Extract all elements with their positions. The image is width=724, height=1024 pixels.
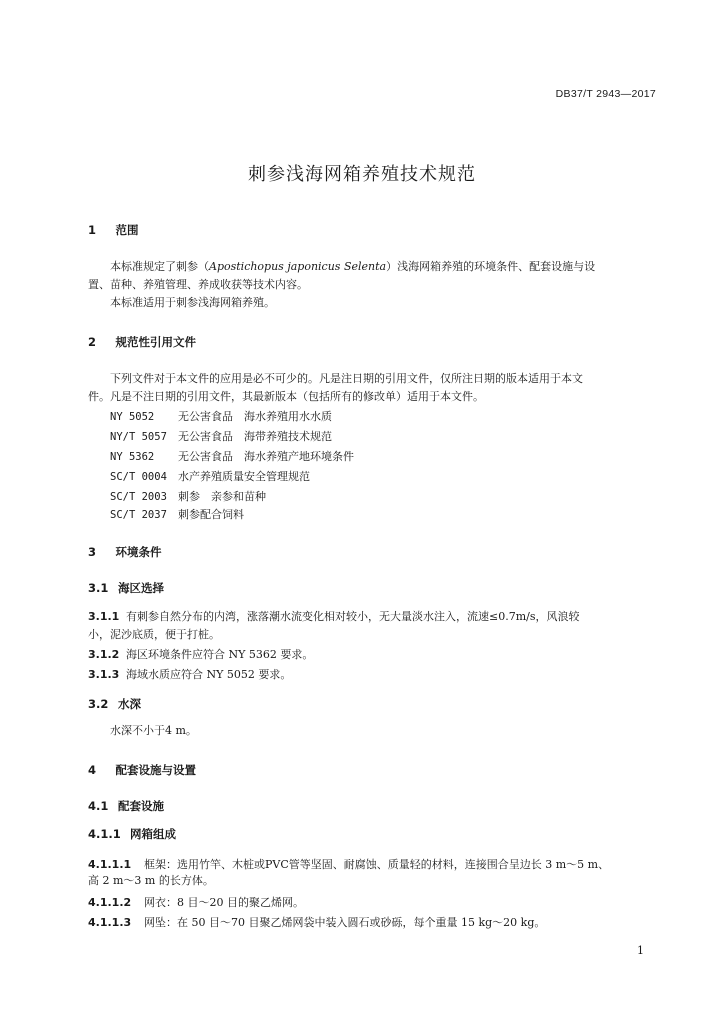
scope-applicability: 本标准适用于刺参浅海网箱养殖。	[110, 296, 275, 309]
section-3-heading	[88, 544, 162, 560]
scope-paragraph-line1	[110, 260, 595, 274]
reference-item	[110, 468, 310, 484]
clause-text: 海区环境条件应符合 NY 5362 要求。	[126, 648, 314, 661]
reference-title: 水产养殖质量安全管理规范	[178, 470, 310, 483]
reference-title: 无公害食品 海带养殖技术规范	[178, 430, 332, 443]
reference-code: SC/T 2037	[110, 509, 167, 521]
clause-text: 海域水质应符合 NY 5052 要求。	[126, 668, 292, 681]
reference-code: NY 5052	[110, 411, 155, 423]
clause-4-1-1-1-line1	[88, 856, 609, 872]
clause-3-1-1-line2: 小，泥沙底质，便于打桩。	[88, 628, 220, 641]
document-title: 刺参浅海网箱养殖技术规范	[248, 164, 476, 185]
reference-item	[110, 506, 244, 522]
clause-4-1-1-3	[88, 914, 545, 930]
section-number: 3.1	[88, 581, 109, 595]
clause-3-1-3	[88, 666, 291, 682]
section-title: 海区选择	[118, 581, 164, 595]
clause-number: 3.1.1	[88, 610, 120, 623]
section-2-heading	[88, 334, 196, 350]
text-fragment: ）浅海网箱养殖的环境条件、配套设施与设	[386, 260, 596, 273]
reference-item	[110, 408, 332, 424]
section-title: 水深	[118, 697, 141, 711]
section-number: 4.1.1	[88, 827, 121, 841]
reference-title: 刺参 亲参和苗种	[178, 490, 266, 503]
clause-text: 网坠：在 50 目～70 目聚乙烯网袋中装入圆石或砂砾，每个重量 15 kg～20 kg。	[144, 916, 546, 929]
subsection-3-1-heading	[88, 580, 164, 596]
scope-paragraph-line2: 置、苗种、养殖管理、养成收获等技术内容。	[88, 278, 308, 291]
text-fragment: 本标准规定了刺参（	[110, 260, 209, 273]
section-1-heading	[88, 222, 139, 238]
water-depth-text: 水深不小于4 m。	[110, 724, 197, 737]
reference-code: NY 5362	[110, 451, 155, 463]
clause-number: 4.1.1.1	[88, 858, 132, 871]
section-title: 配套设施	[118, 799, 164, 813]
section-number: 1	[88, 223, 97, 237]
section-title: 配套设施与设置	[115, 763, 196, 777]
clause-3-1-2	[88, 646, 313, 662]
references-intro-line1: 下列文件对于本文件的应用是必不可少的。凡是注日期的引用文件，仅所注日期的版本适用于本文	[110, 372, 583, 385]
clause-number: 4.1.1.3	[88, 916, 132, 929]
clause-4-1-1-2	[88, 894, 304, 910]
section-number: 3.2	[88, 697, 109, 711]
reference-item	[110, 488, 266, 504]
references-intro-line2: 件。凡是不注日期的引用文件，其最新版本（包括所有的修改单）适用于本文件。	[88, 390, 484, 403]
subsection-4-1-1-heading	[88, 826, 176, 842]
clause-number: 3.1.2	[88, 648, 120, 661]
latin-species-name: Apostichopus japonicus Selenta	[209, 260, 387, 273]
section-title: 范围	[115, 223, 139, 237]
reference-code: NY/T 5057	[110, 431, 167, 443]
clause-3-1-1-line1	[88, 608, 580, 624]
reference-code: SC/T 0004	[110, 471, 167, 483]
subsection-3-2-heading	[88, 696, 141, 712]
reference-item	[110, 428, 332, 444]
section-title: 环境条件	[115, 545, 162, 559]
section-title: 网箱组成	[130, 827, 176, 841]
reference-code: SC/T 2003	[110, 491, 167, 503]
clause-number: 3.1.3	[88, 668, 120, 681]
section-number: 4.1	[88, 799, 109, 813]
clause-text: 网衣：8 目～20 目的聚乙烯网。	[144, 896, 304, 909]
standard-code: DB37/T 2943—2017	[555, 88, 656, 100]
reference-title: 无公害食品 海水养殖产地环境条件	[178, 450, 354, 463]
reference-title: 刺参配合饲料	[178, 508, 244, 521]
reference-title: 无公害食品 海水养殖用水水质	[178, 410, 332, 423]
section-4-heading	[88, 762, 196, 778]
reference-item	[110, 448, 354, 464]
clause-4-1-1-1-line2: 高 2 m～3 m 的长方体。	[88, 874, 214, 887]
clause-text: 框架：选用竹竿、木桩或PVC管等坚固、耐腐蚀、质量轻的材料，连接围合呈边长 3 m～5 m、	[144, 858, 610, 871]
page-number: 1	[637, 944, 644, 957]
section-number: 3	[88, 545, 97, 559]
clause-text: 有刺参自然分布的内湾，涨落潮水流变化相对较小，无大量淡水注入，流速≤0.7m/s，风浪较	[126, 610, 580, 623]
subsection-4-1-heading	[88, 798, 164, 814]
section-title: 规范性引用文件	[115, 335, 196, 349]
clause-number: 4.1.1.2	[88, 896, 132, 909]
section-number: 4	[88, 763, 97, 777]
section-number: 2	[88, 335, 97, 349]
